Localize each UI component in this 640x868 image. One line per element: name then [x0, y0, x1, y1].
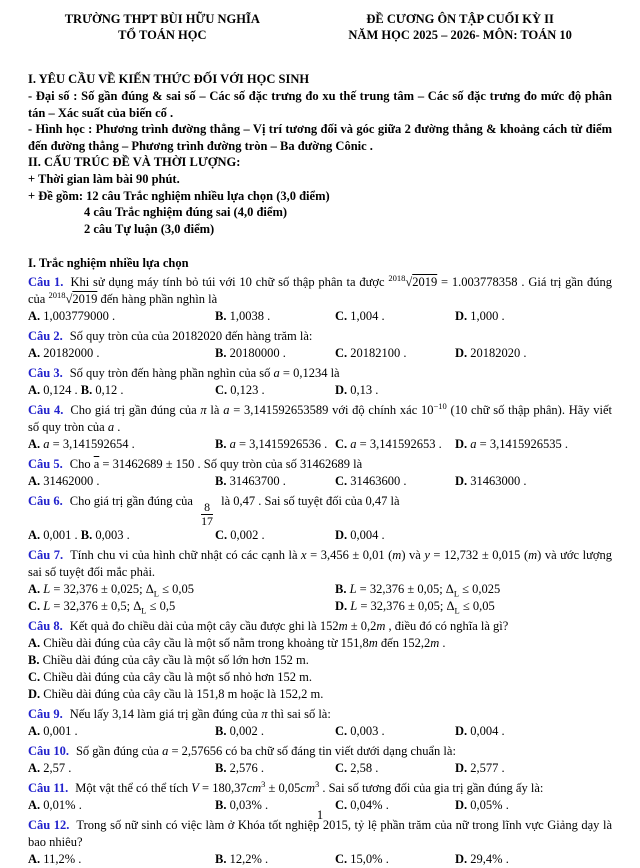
option-letter: B. [215, 760, 227, 775]
school-name: TRƯỜNG THPT BÙI HỮU NGHĨA [64, 12, 260, 26]
question-1 [28, 274, 612, 325]
question-7-option-A: A. L = 32,376 ± 0,025; $\Delta_L \le 0,05$ [28, 581, 194, 599]
option-letter: B. [335, 581, 347, 596]
department-name: TỔ TOÁN HỌC [118, 27, 207, 42]
question-1-option-A: A. 1,003779000 . [28, 308, 116, 323]
question-10-label: Câu 10. [28, 743, 69, 758]
question-6-option-C: C. 0,002 . [215, 527, 265, 542]
option-letter: A. [28, 382, 41, 397]
question-4-label: Câu 4. [28, 402, 64, 417]
option-letter: B. [215, 473, 227, 488]
option-letter: D. [455, 308, 468, 323]
question-6-option-D: D. 0,004 . [335, 527, 385, 542]
document-header [28, 12, 612, 43]
question-8-option-C: C. Chiều dài đúng của cây cầu là một số nhỏ hơn 152 m. [28, 669, 312, 684]
question-8-option-A: A. Chiều dài đúng của cây cầu là một số nằm trong khoảng từ 151,8m đến 152,2m . [28, 635, 446, 650]
option-letter: D. [455, 760, 468, 775]
quiz-section-title: I. Trắc nghiệm nhiều lựa chọn [28, 255, 189, 270]
question-2-option-D: D. 20182020 . [455, 345, 527, 360]
question-10-options [28, 760, 612, 777]
question-7 [28, 547, 612, 615]
option-letter: A. [28, 635, 41, 650]
question-6 [28, 493, 612, 544]
question-12-option-D: D. 29,4% . [455, 851, 509, 866]
option-letter: C. [28, 598, 41, 613]
question-4-options [28, 436, 612, 453]
question-7-option-D: D. L = 32,376 ± 0,05; $\Delta_L \le 0,05$ [335, 598, 495, 616]
question-4-option-D: D. a = 3,1415926535 . [455, 436, 568, 451]
question-6-label: Câu 6. [28, 493, 63, 508]
option-letter: C. [215, 382, 228, 397]
question-9-options [28, 723, 612, 740]
question-10-text: Câu 10. Số gần đúng của a = 2,57656 có ba chữ số đáng tin viết dưới dạng chuẩn là: [28, 743, 456, 758]
option-letter: A. [28, 345, 41, 360]
question-12-text: Câu 12. Trong số nữ sinh có việc làm ở Khóa tốt nghiệp 2015, tỷ lệ phần trăm của nữ trong lĩnh vực Giảng dạy là bao nhiêu? [28, 817, 612, 849]
question-4-option-B: B. a = 3,1415926536 . [215, 436, 328, 451]
option-letter: B. [215, 308, 227, 323]
question-3-option-D: D. 0,13 . [335, 382, 379, 397]
option-letter: B. [215, 723, 227, 738]
question-2-label: Câu 2. [28, 328, 63, 343]
option-letter: B. [215, 436, 227, 451]
question-11-label: Câu 11. [28, 780, 69, 795]
question-4-option-A: A. a = 3,141592654 . [28, 436, 135, 451]
question-1-text: Câu 1. Khi sử dụng máy tính bỏ túi với 10 chữ số thập phân ta được $^{2018}$√2019 = 1.003778358 . Giá trị gần đúng của $^{2018}$√2019 đến hàng phần nghìn là [28, 272, 612, 306]
structure-line-3: 2 câu Tự luận (3,0 điểm) [84, 221, 215, 236]
option-letter: C. [335, 760, 348, 775]
question-3 [28, 365, 612, 399]
questions-list [28, 274, 612, 868]
header-left [28, 12, 297, 43]
question-8-option-D: D. Chiều dài đúng của cây cầu là 151,8 m hoặc là 152,2 m. [28, 686, 324, 701]
question-11-text: Câu 11. Một vật thể có thể tích $V = 180,37cm^3 \pm 0,05cm^3$ . Sai số tương đối của gia trị gần đúng ấy là: [28, 778, 544, 795]
question-5 [28, 456, 612, 490]
question-6-options-ab [28, 527, 215, 544]
question-9 [28, 706, 612, 740]
question-6-options [28, 527, 612, 544]
question-9-option-B: B. 0,002 . [215, 723, 264, 738]
option-letter: D. [335, 527, 348, 542]
question-4-text: Câu 4. Cho giá trị gần đúng của π là a = 3,141592653589 với độ chính xác $10^{-10}$ (10 chữ số thập phân). Hãy viết số quy tròn của a . [28, 400, 613, 434]
requirements-heading: I. YÊU CẦU VỀ KIẾN THỨC ĐỐI VỚI HỌC SINH [28, 72, 310, 87]
question-8-label: Câu 8. [28, 618, 63, 633]
option-letter: C. [335, 436, 348, 451]
option-letter: A. [28, 473, 41, 488]
option-letter: A. [28, 527, 41, 542]
header-right [308, 12, 612, 43]
question-11-option-A: A. 0,01% . [28, 797, 82, 812]
question-12-label: Câu 12. [28, 817, 70, 832]
option-letter: A. [28, 436, 41, 451]
question-5-label: Câu 5. [28, 456, 63, 471]
option-letter: B. [80, 527, 93, 542]
question-7-option-C: C. L = 32,376 ± 0,5; $\Delta_L \le 0,5$ [28, 598, 176, 616]
question-3-options [28, 382, 612, 399]
question-3-option-B: B. 0,12 . [80, 382, 124, 397]
question-3-options-ab [28, 382, 215, 399]
question-5-text: Câu 5. Cho $\overline{a} = 31462689 \pm 150$ . Số quy tròn của số 31462689 là [28, 456, 363, 471]
option-letter: C. [335, 797, 348, 812]
algebra-bullet: - Đại số : Số gần đúng & sai số – Các số đặc trưng đo xu thế trung tâm – Các số đặc trưng đo mức độ phân tán – Xác suất của biến cố . [28, 88, 612, 120]
question-2-text: Câu 2. Số quy tròn của của 20182020 đến hàng trăm là: [28, 328, 313, 343]
option-letter: A. [28, 797, 41, 812]
option-letter: C. [335, 308, 348, 323]
option-letter: D. [455, 851, 468, 866]
option-letter: D. [28, 686, 41, 701]
option-letter: C. [335, 345, 348, 360]
question-5-option-D: D. 31463000 . [455, 473, 527, 488]
question-10-option-C: C. 2,58 . [335, 760, 379, 775]
question-6-option-A: A. 0,001 . [28, 527, 78, 542]
option-letter: A. [28, 581, 41, 596]
question-9-text: Câu 9. Nếu lấy 3,14 làm giá trị gần đúng của π thì sai số là: [28, 706, 331, 721]
question-7-label: Câu 7. [28, 547, 64, 562]
question-1-option-D: D. 1,000 . [455, 308, 505, 323]
option-letter: A. [28, 308, 41, 323]
question-2-options [28, 345, 612, 362]
question-11-option-C: C. 0,04% . [335, 797, 389, 812]
option-letter: B. [215, 345, 227, 360]
option-letter: C. [335, 851, 348, 866]
option-letter: C. [335, 723, 348, 738]
option-letter: D. [455, 473, 468, 488]
question-10-option-B: B. 2,576 . [215, 760, 264, 775]
question-1-option-C: C. 1,004 . [335, 308, 385, 323]
question-8-option-B: B. Chiều dài đúng của cây cầu là một số lớn hơn 152 m. [28, 652, 309, 667]
structure-heading: II. CẤU TRÚC ĐỀ VÀ THỜI LƯỢNG: [28, 155, 241, 170]
question-7-text: Câu 7. Tính chu vi của hình chữ nhật có các cạnh là x = 3,456 ± 0,01 (m) và y = 12,732 ± 0,015 (m) và ước lượng sai số tuyệt đối mắc phải. [28, 547, 612, 579]
question-10-option-A: A. 2,57 . [28, 760, 72, 775]
option-letter: C. [28, 669, 41, 684]
question-12-option-A: A. 11,2% . [28, 851, 82, 866]
fraction: $\frac{8}{17}$ [201, 500, 213, 528]
question-4 [28, 402, 612, 453]
question-2 [28, 328, 612, 362]
page-number: 1 [316, 808, 324, 822]
question-1-option-B: B. 1,0038 . [215, 308, 271, 323]
question-3-text: Câu 3. Số quy tròn đến hàng phần nghìn của số a = 0,1234 là [28, 365, 340, 380]
option-letter: B. [215, 851, 227, 866]
option-letter: D. [455, 723, 468, 738]
option-letter: A. [28, 723, 41, 738]
time-line: + Thời gian làm bài 90 phút. [28, 172, 180, 186]
geometry-bullet: - Hình học : Phương trình đường thẳng – Vị trí tương đối và góc giữa 2 đường thẳng & khoảng cách từ điểm đến đường thẳng – Phương trình đường tròn – Ba đường Cônic . [28, 122, 612, 153]
question-5-options [28, 473, 612, 490]
question-7-option-B: B. L = 32,376 ± 0,05; $\Delta_L \le 0,025$ [335, 581, 501, 599]
question-1-label: Câu 1. [28, 274, 64, 289]
option-letter: C. [215, 527, 228, 542]
question-12 [28, 817, 612, 868]
option-letter: D. [335, 598, 348, 613]
question-10 [28, 743, 612, 777]
question-8-options [28, 635, 612, 703]
question-9-option-C: C. 0,003 . [335, 723, 385, 738]
question-12-option-C: C. 15,0% . [335, 851, 389, 866]
question-6-option-B: B. 0,003 . [80, 527, 130, 542]
question-9-label: Câu 9. [28, 706, 63, 721]
option-letter: D. [455, 797, 468, 812]
option-letter: D. [455, 436, 468, 451]
question-9-option-A: A. 0,001 . [28, 723, 78, 738]
question-5-option-B: B. 31463700 . [215, 473, 286, 488]
option-letter: C. [335, 473, 348, 488]
doc-title: ĐỀ CƯƠNG ÔN TẬP CUỐI KỲ II [366, 12, 554, 26]
question-12-option-B: B. 12,2% . [215, 851, 269, 866]
structure-line-2: 4 câu Trắc nghiệm đúng sai (4,0 điểm) [84, 205, 288, 220]
structure-line-1: + Đề gồm: 12 câu Trắc nghiệm nhiều lựa chọn (3,0 điểm) [28, 188, 330, 203]
question-8 [28, 618, 612, 703]
question-1-options [28, 308, 612, 325]
option-letter: B. [215, 797, 227, 812]
option-letter: B. [28, 652, 40, 667]
question-3-label: Câu 3. [28, 365, 63, 380]
question-11-option-B: B. 0,03% . [215, 797, 269, 812]
option-letter: A. [28, 851, 41, 866]
question-3-option-C: C. 0,123 . [215, 382, 265, 397]
option-letter: A. [28, 760, 41, 775]
question-3-option-A: A. 0,124 . [28, 382, 78, 397]
question-2-option-C: C. 20182100 . [335, 345, 407, 360]
option-letter: D. [335, 382, 348, 397]
question-2-option-B: B. 20180000 . [215, 345, 286, 360]
question-9-option-D: D. 0,004 . [455, 723, 505, 738]
question-5-option-C: C. 31463600 . [335, 473, 407, 488]
question-4-option-C: C. a = 3,141592653 . [335, 436, 442, 451]
question-8-text: Câu 8. Kết quả đo chiều dài của một cây cầu được ghi là 152m ± 0,2m , điều đó có nghĩa là gì? [28, 618, 509, 633]
doc-subtitle: NĂM HỌC 2025 – 2026- MÔN: TOÁN 10 [348, 27, 572, 42]
question-7-options [28, 581, 612, 615]
option-letter: B. [80, 382, 93, 397]
question-12-options [28, 851, 612, 868]
question-11-option-D: D. 0,05% . [455, 797, 509, 812]
question-10-option-D: D. 2,577 . [455, 760, 505, 775]
question-5-option-A: A. 31462000 . [28, 473, 100, 488]
question-2-option-A: A. 20182000 . [28, 345, 100, 360]
option-letter: D. [455, 345, 468, 360]
intro-section [28, 71, 612, 237]
question-6-text: Câu 6. Cho giá trị gần đúng của $\frac{8}{17}$ là 0,47 . Sai số tuyệt đối của 0,47 là [28, 493, 400, 528]
